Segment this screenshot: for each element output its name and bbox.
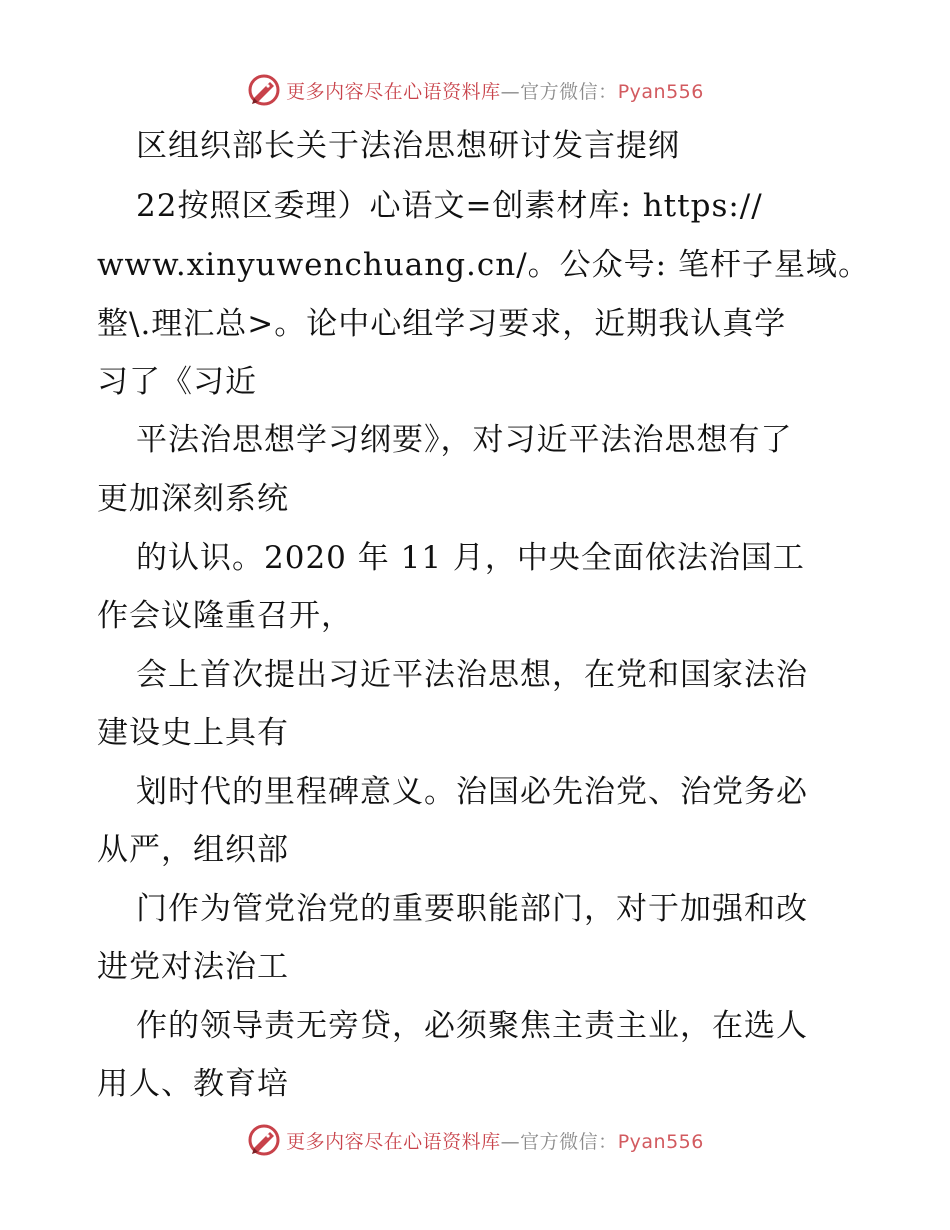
text-line: 从严，组织部 bbox=[97, 832, 289, 868]
text-line: 22按照区委理）心语文=创素材库: https:// bbox=[136, 188, 763, 224]
text-line: 作的领导责无旁贷，必须聚焦主责主业，在选人 bbox=[136, 1008, 808, 1044]
header-banner bbox=[0, 70, 950, 110]
pen-logo-icon bbox=[246, 72, 282, 108]
banner-text bbox=[286, 77, 704, 104]
text-line: 平法治思想学习纲要》，对习近平法治思想有了 bbox=[136, 422, 793, 458]
text-line: 整\.理汇总>。论中心组学习要求，近期我认真学 bbox=[97, 306, 787, 342]
text-line: 更加深刻系统 bbox=[97, 481, 289, 517]
text-line: 习了《习近 bbox=[97, 364, 257, 400]
banner-text bbox=[286, 1127, 704, 1154]
text-line: 的认识。2020 年 11 月，中央全面依法治国工 bbox=[136, 540, 805, 576]
banner-brand: 更多内容尽在心语资料库 bbox=[286, 80, 501, 103]
text-line: 会上首次提出习近平法治思想，在党和国家法治 bbox=[136, 657, 808, 693]
text-line: 建设史上具有 bbox=[97, 715, 289, 751]
text-line: 划时代的里程碑意义。治国必先治党、治党务必 bbox=[136, 774, 808, 810]
banner-label: 官方微信： bbox=[520, 1130, 618, 1153]
banner-account: Pyan556 bbox=[617, 80, 704, 103]
banner-separator: — bbox=[500, 80, 521, 103]
banner-label: 官方微信： bbox=[520, 80, 618, 103]
text-line: 门作为管党治党的重要职能部门，对于加强和改 bbox=[136, 891, 808, 927]
text-line: 进党对法治工 bbox=[97, 949, 289, 985]
pen-logo-icon bbox=[246, 1122, 282, 1158]
banner-separator: — bbox=[500, 1130, 521, 1153]
document-title: 区组织部长关于法治思想研讨发言提纲 bbox=[136, 128, 680, 164]
text-line: www.xinyuwenchuang.cn/。公众号: 笔杆子星域。 bbox=[97, 247, 870, 283]
footer-banner bbox=[0, 1120, 950, 1160]
banner-account: Pyan556 bbox=[617, 1130, 704, 1153]
text-line: 作会议隆重召开， bbox=[97, 598, 353, 634]
text-line: 用人、教育培 bbox=[97, 1066, 289, 1102]
banner-brand: 更多内容尽在心语资料库 bbox=[286, 1130, 501, 1153]
